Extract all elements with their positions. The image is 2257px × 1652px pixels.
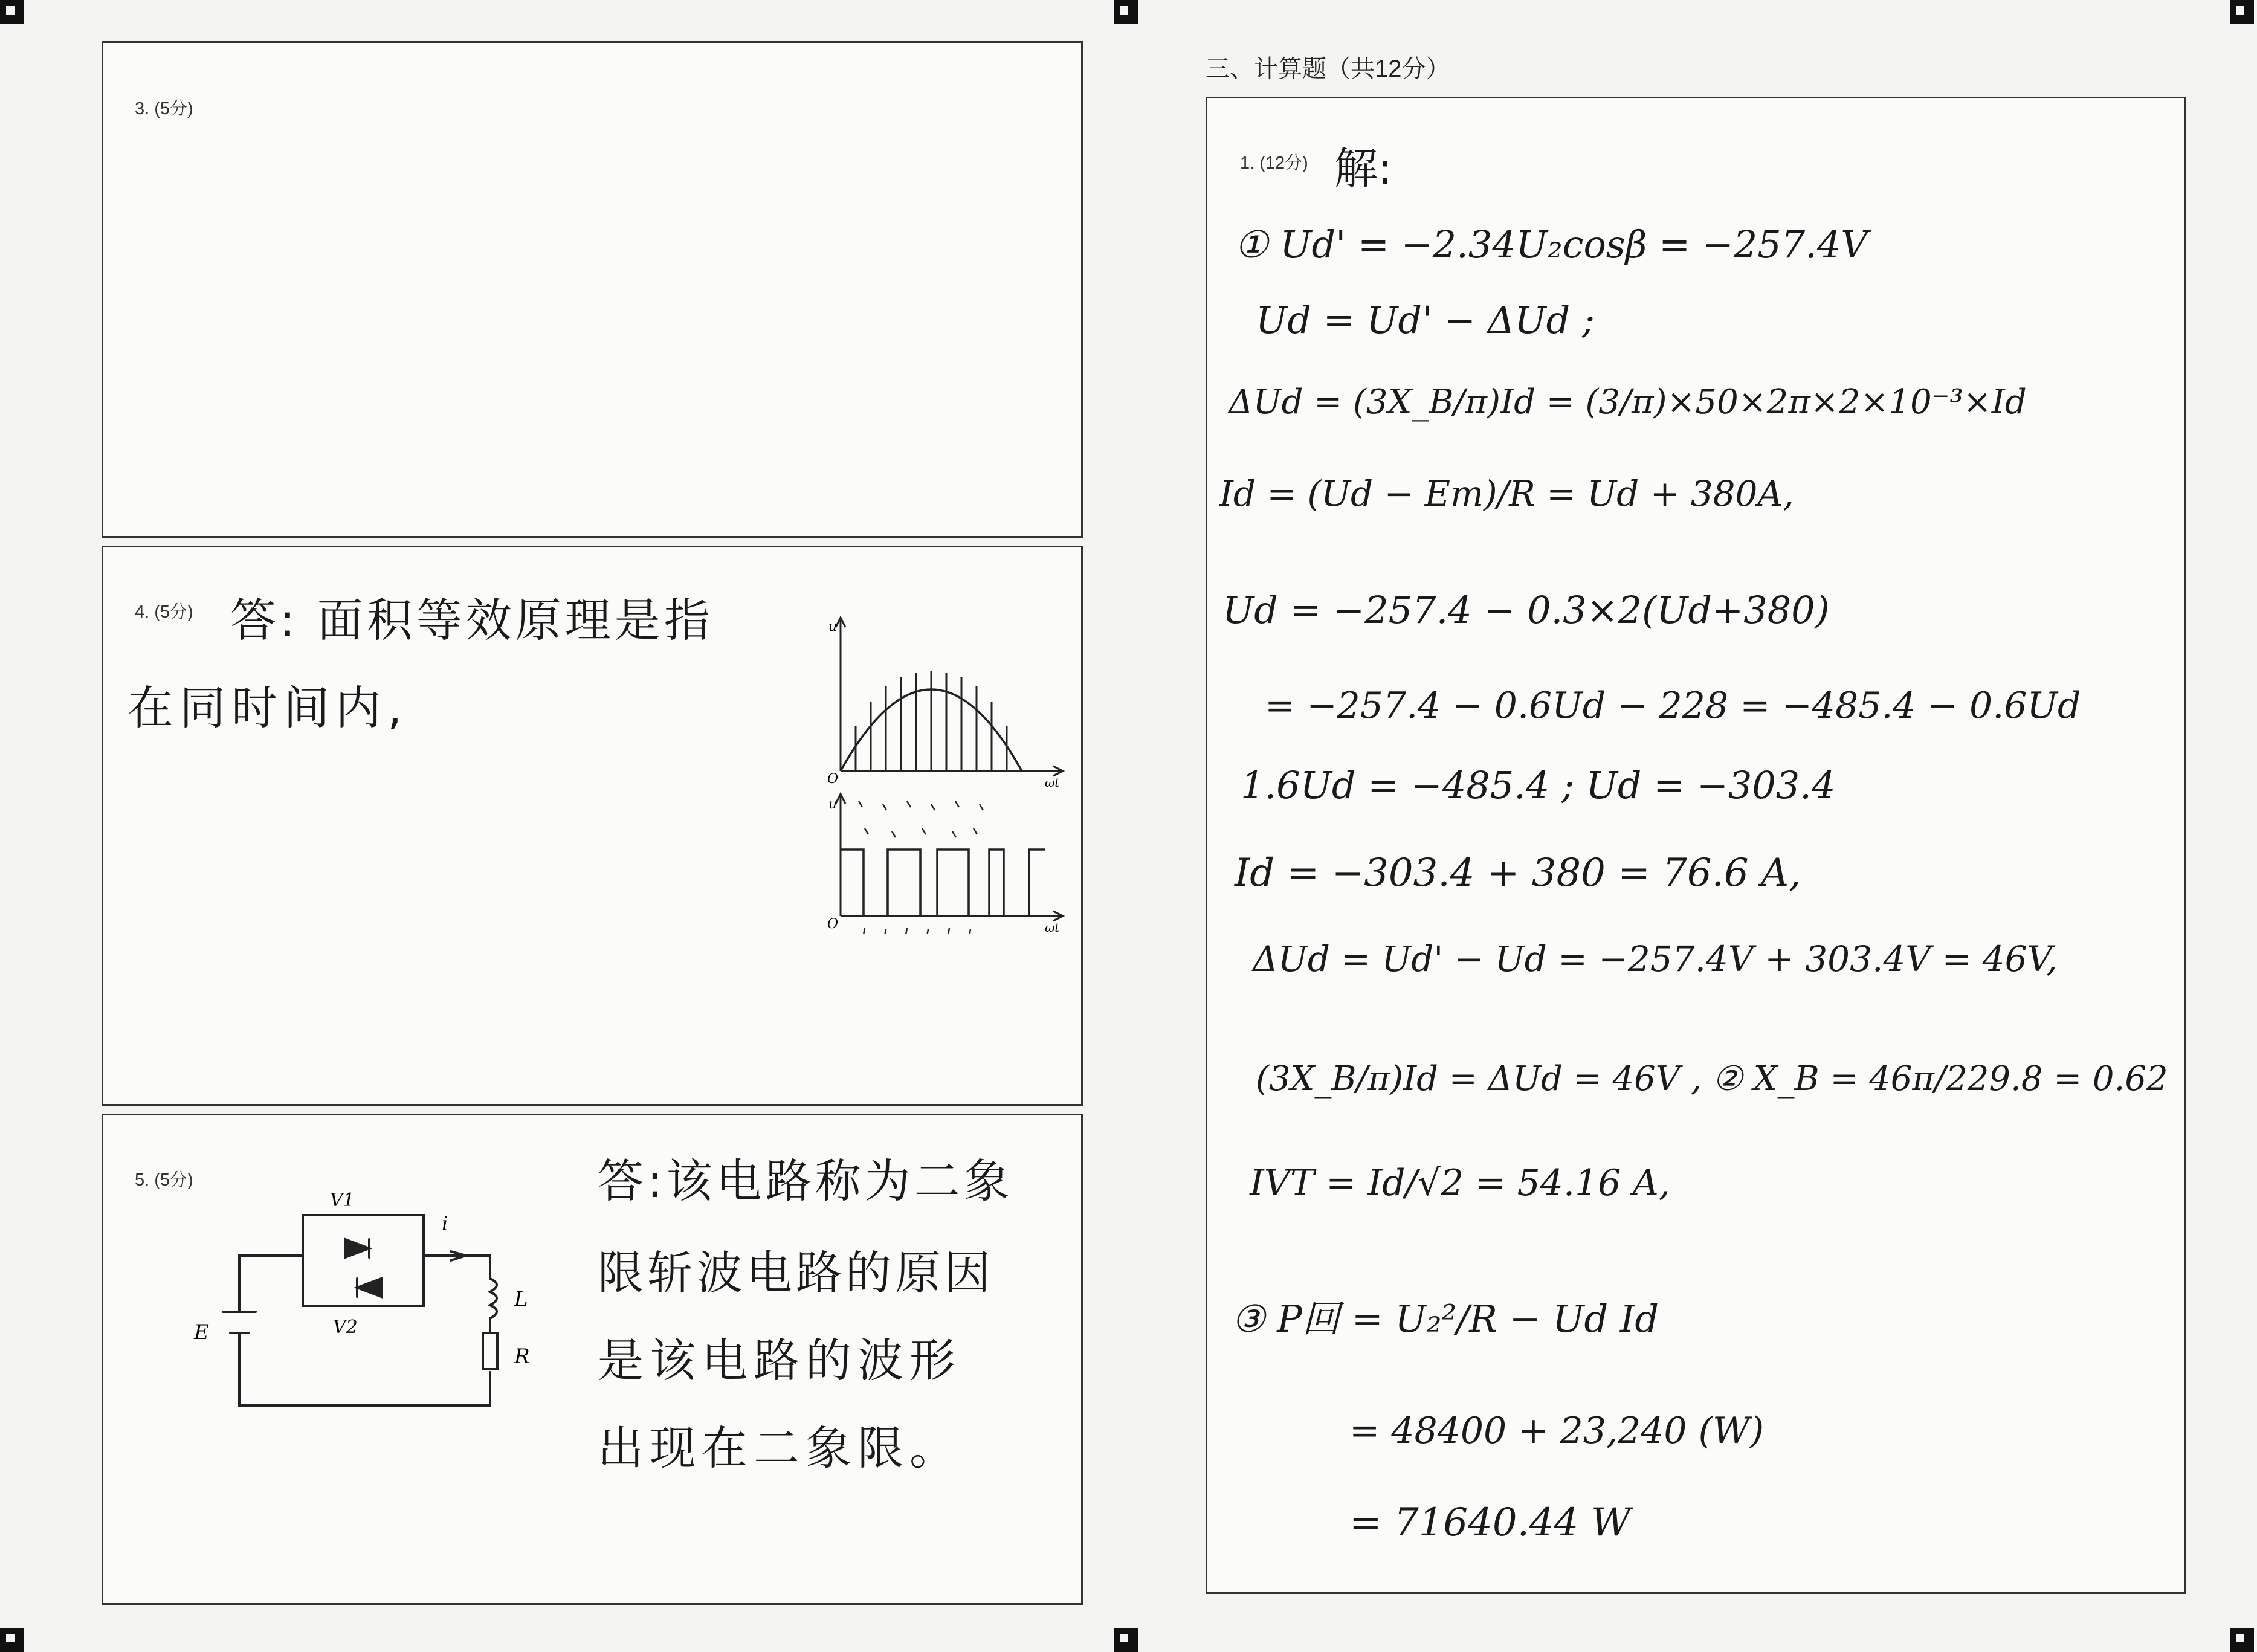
solution-line-9: ΔUd = Ud' − Ud = −257.4V + 303.4V = 46V, xyxy=(1253,938,2058,979)
fig-bottom-origin-label: O xyxy=(827,917,839,932)
fig-bottom-u-label: u xyxy=(828,797,838,812)
source-e-label: E xyxy=(194,1320,209,1344)
fig-top-origin-label: O xyxy=(827,772,839,787)
registration-mark-bottom-right xyxy=(2230,1628,2254,1652)
question-5-label: 5. (5分) xyxy=(135,1170,193,1190)
question-3-box xyxy=(102,41,1083,538)
registration-mark-bottom-center xyxy=(1114,1628,1138,1652)
v1-label: V1 xyxy=(330,1190,355,1211)
registration-mark-bottom-left xyxy=(0,1628,24,1652)
two-quadrant-chopper-circuit xyxy=(176,1158,611,1472)
solution-line-12: ③ P回 = U₂²/R − Ud Id xyxy=(1232,1297,1659,1341)
solution-line-6: = −257.4 − 0.6Ud − 228 = −485.4 − 0.6Ud xyxy=(1265,685,2081,727)
question-4-label: 4. (5分) xyxy=(135,602,193,622)
solution-line-2: Ud = Ud' − ΔUd ; xyxy=(1256,298,1595,342)
inductor-label: L xyxy=(514,1287,528,1311)
question-4-box xyxy=(102,546,1083,1106)
registration-mark-top-center xyxy=(1114,0,1138,24)
q5-answer-line-4: 出现在二象限。 xyxy=(598,1421,961,1475)
question-5-box xyxy=(102,1114,1083,1605)
current-i-label: i xyxy=(442,1212,448,1235)
pulse-area-equivalence-figure xyxy=(816,596,1070,934)
solution-line-7: 1.6Ud = −485.4 ; Ud = −303.4 xyxy=(1241,763,1836,807)
q5-answer-line-3: 是该电路的波形 xyxy=(598,1334,961,1387)
answer-line-2: 在同时间内, xyxy=(128,681,408,735)
solution-line-5: Ud = −257.4 − 0.3×2(Ud+380) xyxy=(1222,588,1830,632)
question-3-label: 3. (5分) xyxy=(135,99,193,118)
section-title: 三、计算题（共12分） xyxy=(1206,56,1450,82)
solution-line-13: = 48400 + 23,240 (W) xyxy=(1349,1410,1765,1452)
q5-answer-line-2: 限斩波电路的原因 xyxy=(598,1246,994,1300)
solution-line-3: ΔUd = (3X_B/π)Id = (3/π)×50×2π×2×10⁻³×Id xyxy=(1229,382,2027,422)
solution-line-14: = 71640.44 W xyxy=(1349,1500,1631,1545)
solve-label: 解: xyxy=(1334,143,1393,194)
registration-mark-top-right xyxy=(2230,0,2254,24)
question-1-label: 1. (12分) xyxy=(1240,153,1308,173)
solution-line-4: Id = (Ud − Em)/R = Ud + 380A, xyxy=(1219,473,1794,514)
solution-line-8: Id = −303.4 + 380 = 76.6 A, xyxy=(1235,851,1801,895)
solution-line-10: (3X_B/π)Id = ΔUd = 46V , ② X_B = 46π/229.8 = 0.62 xyxy=(1256,1059,2168,1099)
v2-label: V2 xyxy=(333,1317,358,1338)
fig-bottom-wt-label: ωt xyxy=(1045,920,1060,934)
q5-answer-line-1: 答:该电路称为二象 xyxy=(598,1154,1013,1208)
registration-mark-top-left xyxy=(0,0,24,24)
fig-top-wt-label: ωt xyxy=(1045,775,1060,790)
solution-line-1: ① Ud' = −2.34U₂cosβ = −257.4V xyxy=(1235,222,1868,266)
solution-line-11: IVT = Id/√2 = 54.16 A, xyxy=(1250,1162,1670,1204)
question-1-box xyxy=(1206,97,2186,1594)
resistor-label: R xyxy=(514,1344,530,1369)
fig-top-u-label: u xyxy=(828,619,838,634)
answer-line-1: 答: 面积等效原理是指 xyxy=(230,593,714,647)
